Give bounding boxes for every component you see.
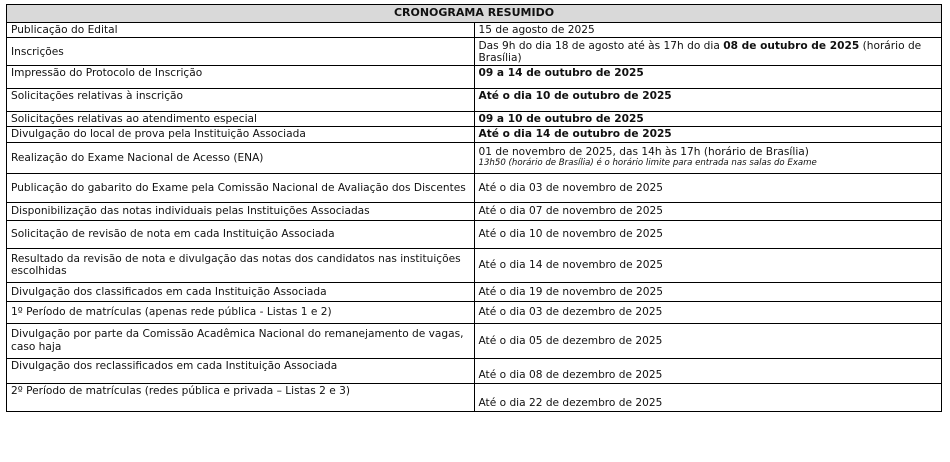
table-row	[7, 142, 942, 173]
date-bold-text: 08 de outubro de 2025	[723, 39, 860, 52]
table-row	[7, 173, 942, 202]
date-cell: Até o dia 19 de novembro de 2025	[474, 282, 942, 301]
event-cell: Solicitações relativas ao atendimento especial	[7, 112, 475, 127]
date-cell	[474, 142, 942, 173]
date-cell: Até o dia 07 de novembro de 2025	[474, 202, 942, 220]
event-cell: Realização do Exame Nacional de Acesso (ENA)	[7, 142, 475, 173]
table-row	[7, 127, 942, 142]
table-row	[7, 282, 942, 301]
table-row	[7, 383, 942, 411]
event-cell: Inscrições	[7, 38, 475, 66]
date-cell: Até o dia 03 de novembro de 2025	[474, 173, 942, 202]
date-cell: Até o dia 05 de dezembro de 2025	[474, 323, 942, 358]
event-cell: Divulgação dos reclassificados em cada Instituição Associada	[7, 358, 475, 383]
event-cell: 1º Período de matrículas (apenas rede pública - Listas 1 e 2)	[7, 301, 475, 323]
date-text-suffix: (horário de Brasília)	[478, 39, 922, 64]
table-row	[7, 358, 942, 383]
table-row	[7, 38, 942, 66]
date-text: Das 9h do dia 18 de agosto até às 17h do dia	[478, 39, 724, 52]
table-row	[7, 23, 942, 38]
event-cell: Solicitações relativas à inscrição	[7, 89, 475, 112]
table-title: CRONOGRAMA RESUMIDO	[7, 5, 942, 23]
exam-time-note: 13h50 (horário de Brasília) é o horário limite para entrada nas salas do Exame	[478, 158, 817, 169]
event-cell: Divulgação do local de prova pela Instituição Associada	[7, 127, 475, 142]
event-cell: Disponibilização das notas individuais pelas Instituições Associadas	[7, 202, 475, 220]
date-cell: 09 a 10 de outubro de 2025	[474, 112, 942, 127]
date-cell: 15 de agosto de 2025	[474, 23, 942, 38]
date-cell: Até o dia 22 de dezembro de 2025	[474, 383, 942, 411]
event-cell: Publicação do Edital	[7, 23, 475, 38]
date-cell: Até o dia 10 de novembro de 2025	[474, 220, 942, 248]
event-cell: Resultado da revisão de nota e divulgação das notas dos candidatos nas instituições escolhidas	[7, 248, 475, 282]
table-row	[7, 202, 942, 220]
event-cell: 2º Período de matrículas (redes pública e privada – Listas 2 e 3)	[7, 383, 475, 411]
date-cell: Até o dia 14 de novembro de 2025	[474, 248, 942, 282]
table-row	[7, 301, 942, 323]
date-cell: 09 a 14 de outubro de 2025	[474, 66, 942, 89]
date-text: 01 de novembro de 2025, das 14h às 17h (horário de Brasília)	[478, 146, 809, 158]
schedule-table	[6, 4, 942, 412]
date-cell: Até o dia 03 de dezembro de 2025	[474, 301, 942, 323]
table-row	[7, 323, 942, 358]
table-row	[7, 66, 942, 89]
event-cell: Impressão do Protocolo de Inscrição	[7, 66, 475, 89]
date-cell: Até o dia 10 de outubro de 2025	[474, 89, 942, 112]
date-cell: Até o dia 14 de outubro de 2025	[474, 127, 942, 142]
table-row	[7, 248, 942, 282]
event-cell: Divulgação por parte da Comissão Acadêmica Nacional do remanejamento de vagas, caso haja	[7, 323, 475, 358]
table-header-row	[7, 5, 942, 23]
date-cell: Até o dia 08 de dezembro de 2025	[474, 358, 942, 383]
table-row	[7, 112, 942, 127]
event-cell: Publicação do gabarito do Exame pela Comissão Nacional de Avaliação dos Discentes	[7, 173, 475, 202]
date-cell	[474, 38, 942, 66]
table-row	[7, 89, 942, 112]
event-cell: Divulgação dos classificados em cada Instituição Associada	[7, 282, 475, 301]
event-cell: Solicitação de revisão de nota em cada Instituição Associada	[7, 220, 475, 248]
table-row	[7, 220, 942, 248]
